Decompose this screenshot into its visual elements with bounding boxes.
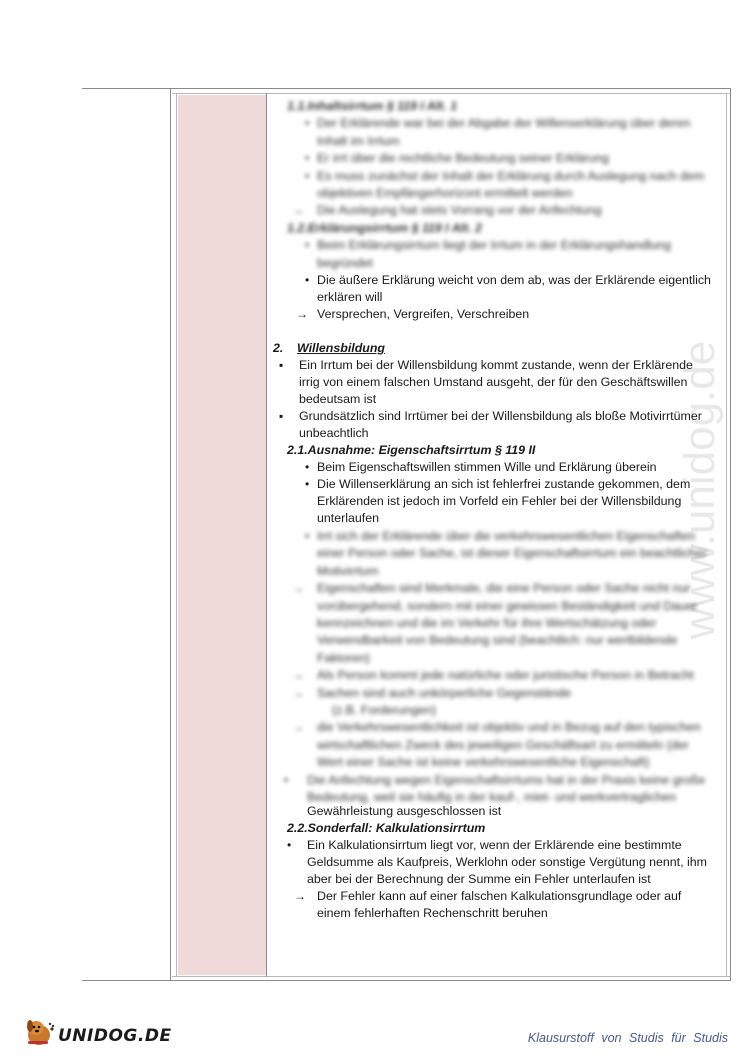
eigenschaftsirrtum-continuation: Gewährleistung ausgeschlossen ist [307, 804, 502, 818]
blurred-line: Bedeutung, weil sie häufig in der kauf-, miet- und werkvertraglichen [307, 790, 677, 804]
arrow-marker [292, 685, 304, 702]
blurred-heading: 1.1.Inhaltsirrtum § 119 I Alt. 1 [287, 99, 458, 113]
bullet-marker [305, 150, 309, 167]
blurred-heading: 1.2.Erklärungsirrtum § 119 I Alt. 2 [287, 220, 482, 235]
section2-bullet1-line1: Ein Irrtum bei der Willensbildung kommt zustande, wenn der Erklärende [299, 358, 693, 372]
section1-bullet-continuation: erklären will [317, 290, 383, 304]
blurred-line: objektiven Empfängerhorizont ermittelt werden [317, 186, 573, 200]
blurred-line: die Verkehrswesentlichkeit ist objektiv und in Bezug auf den typischen [317, 720, 701, 735]
section2-bullet1-line2: irrig von einem falschen Umstand ausgeht, der für den Geschäftswillen [299, 375, 688, 389]
bullet-marker [305, 459, 309, 476]
table-left-inner-border [176, 93, 177, 977]
kalkulation-arrow-line2: einem fehlerhaften Rechenschritt beruhen [317, 906, 548, 920]
arrow-marker [292, 719, 304, 736]
blurred-line: wirtschaftlichen Zweck des jeweiligen Geschäftsart zu ermitteln (der [317, 737, 689, 752]
blurred-line: Sachen sind auch unkörperliche Gegenstände [317, 685, 572, 700]
blurred-line: Die Anfechtung wegen Eigenschaftsirrtums hat in der Praxis keine große [307, 772, 706, 787]
bullet-marker [305, 528, 309, 545]
dog-mascot-icon [22, 1014, 56, 1048]
blurred-line: Die Auslegung hat stets Vorrang vor der Anfechtung [317, 203, 602, 218]
square-bullet-marker [279, 408, 283, 425]
blurred-line: vorübergehend, sondern mit einer gewissen Beständigkeit und Dauer [317, 598, 698, 613]
square-bullet-marker [279, 357, 283, 374]
blurred-line: einer Person oder Sache, ist dieser Eigenschaftsirrtum ein beachtlicher [317, 546, 707, 561]
table-top-inner-rule [172, 93, 730, 94]
subsection-2-1-bullet1: Beim Eigenschaftswillen stimmen Wille und Erklärung überein [317, 460, 657, 474]
blurred-line: Es muss zunächst der Inhalt der Erklärung durch Auslegung nach dem [317, 168, 705, 183]
unidog-logo [22, 1014, 172, 1050]
table-bottom-rule [82, 980, 730, 981]
bullet-marker [284, 772, 288, 789]
subsection-2-1-bullet2-line1: Die Willenserklärung an sich ist fehlerfrei zustande gekommen, dem [317, 477, 691, 491]
table-left-border [170, 88, 171, 981]
blurred-line: Motivirrtum [317, 563, 379, 578]
table-column-divider [266, 93, 267, 977]
section1-bullet-text: Die äußere Erklärung weicht von dem ab, was der Erklärende eigentlich [317, 273, 711, 287]
blurred-line: (z.B. Forderungen) [332, 703, 436, 717]
blurred-line: Er irrt über die rechtliche Bedeutung seiner Erklärung [317, 151, 610, 166]
table-top-rule [82, 88, 730, 89]
section2-number: 2. [273, 341, 284, 355]
section1-arrow-text: Versprechen, Vergreifen, Verschreiben [317, 307, 530, 321]
blurred-line: Wert einer Sache ist keine verkehrswesentliche Eigenschaft) [317, 755, 650, 770]
bullet-marker [305, 168, 309, 185]
arrow-marker [296, 306, 308, 323]
subsection-2-1-heading: 2.1.Ausnahme: Eigenschaftsirrtum § 119 II [287, 443, 536, 457]
kalkulation-bullet-line2: Geldsumme als Kaufpreis, Werklohn oder sonstige Vergütung nennt, ihm [307, 855, 707, 869]
blurred-line: Inhalt im Irrtum [317, 133, 400, 148]
section2-title: Willensbildung [297, 341, 385, 355]
blurred-line: kennzeichnen und die im Verkehr für ihre Wertschätzung oder [317, 616, 657, 630]
section2-bullet1-line3: bedeutsam ist [299, 392, 377, 406]
subsection-2-1-bullet2-line2: Erklärenden ist jedoch im Vorfeld ein Fehler bei der Willensbildung [317, 494, 682, 508]
kalkulation-bullet-line1: Ein Kalkulationsirrtum liegt vor, wenn der Erklärende eine bestimmte [307, 838, 682, 852]
blurred-line: Eigenschaften sind Merkmale, die eine Person oder Sache nicht nur [317, 581, 691, 596]
blurred-line: Beim Erklärungsirrtum liegt der Irrtum in der Erklärungshandlung [317, 238, 671, 253]
blurred-line: Der Erklärende war bei der Abgabe der Willenserklärung über deren [317, 116, 691, 131]
brand-name: UNIDOG.DE [58, 1026, 172, 1046]
blurred-line: Faktoren) [317, 650, 371, 665]
section2-bullet2-line1: Grundsätzlich sind Irrtümer bei der Willensbildung als bloße Motivirrtümer [299, 409, 702, 423]
subsection-2-2-heading: 2.2.Sonderfall: Kalkulationsirrtum [287, 821, 486, 835]
kalkulation-arrow-line1: Der Fehler kann auf einer falschen Kalkulationsgrundlage oder auf [317, 889, 682, 903]
bullet-marker [305, 476, 309, 493]
section2-bullet2-line2: unbeachtlich [299, 426, 369, 440]
margin-notes-column [178, 95, 266, 975]
arrow-marker [292, 202, 304, 219]
arrow-marker [292, 667, 304, 684]
blurred-line: Als Person kommt jede natürliche oder juristische Person in Betracht [317, 668, 694, 683]
subsection-2-1-bullet2-line3: unterlaufen [317, 511, 380, 525]
bullet-marker [305, 115, 309, 132]
arrow-marker [294, 888, 306, 905]
bullet-marker [305, 237, 309, 254]
arrow-marker [292, 580, 304, 597]
bullet-marker [305, 272, 309, 289]
table-bottom-inner-rule [172, 976, 730, 977]
kalkulation-bullet-line3: aber bei der Berechnung der Summe ein Fehler unterlaufen ist [307, 872, 651, 886]
bullet-marker [287, 837, 291, 854]
blurred-line: Irrt sich der Erklärende über die verkehrswesentlichen Eigenschaften [317, 529, 696, 543]
footer-tagline: Klausurstoff von Studis für Studis [527, 1031, 728, 1045]
blurred-line: Verwendbarkeit von Bedeutung sind (beachtlich: nur wertbildende [317, 633, 678, 648]
blurred-line: begründet [317, 255, 373, 270]
watermark-text: www.unidog.de [675, 340, 724, 640]
